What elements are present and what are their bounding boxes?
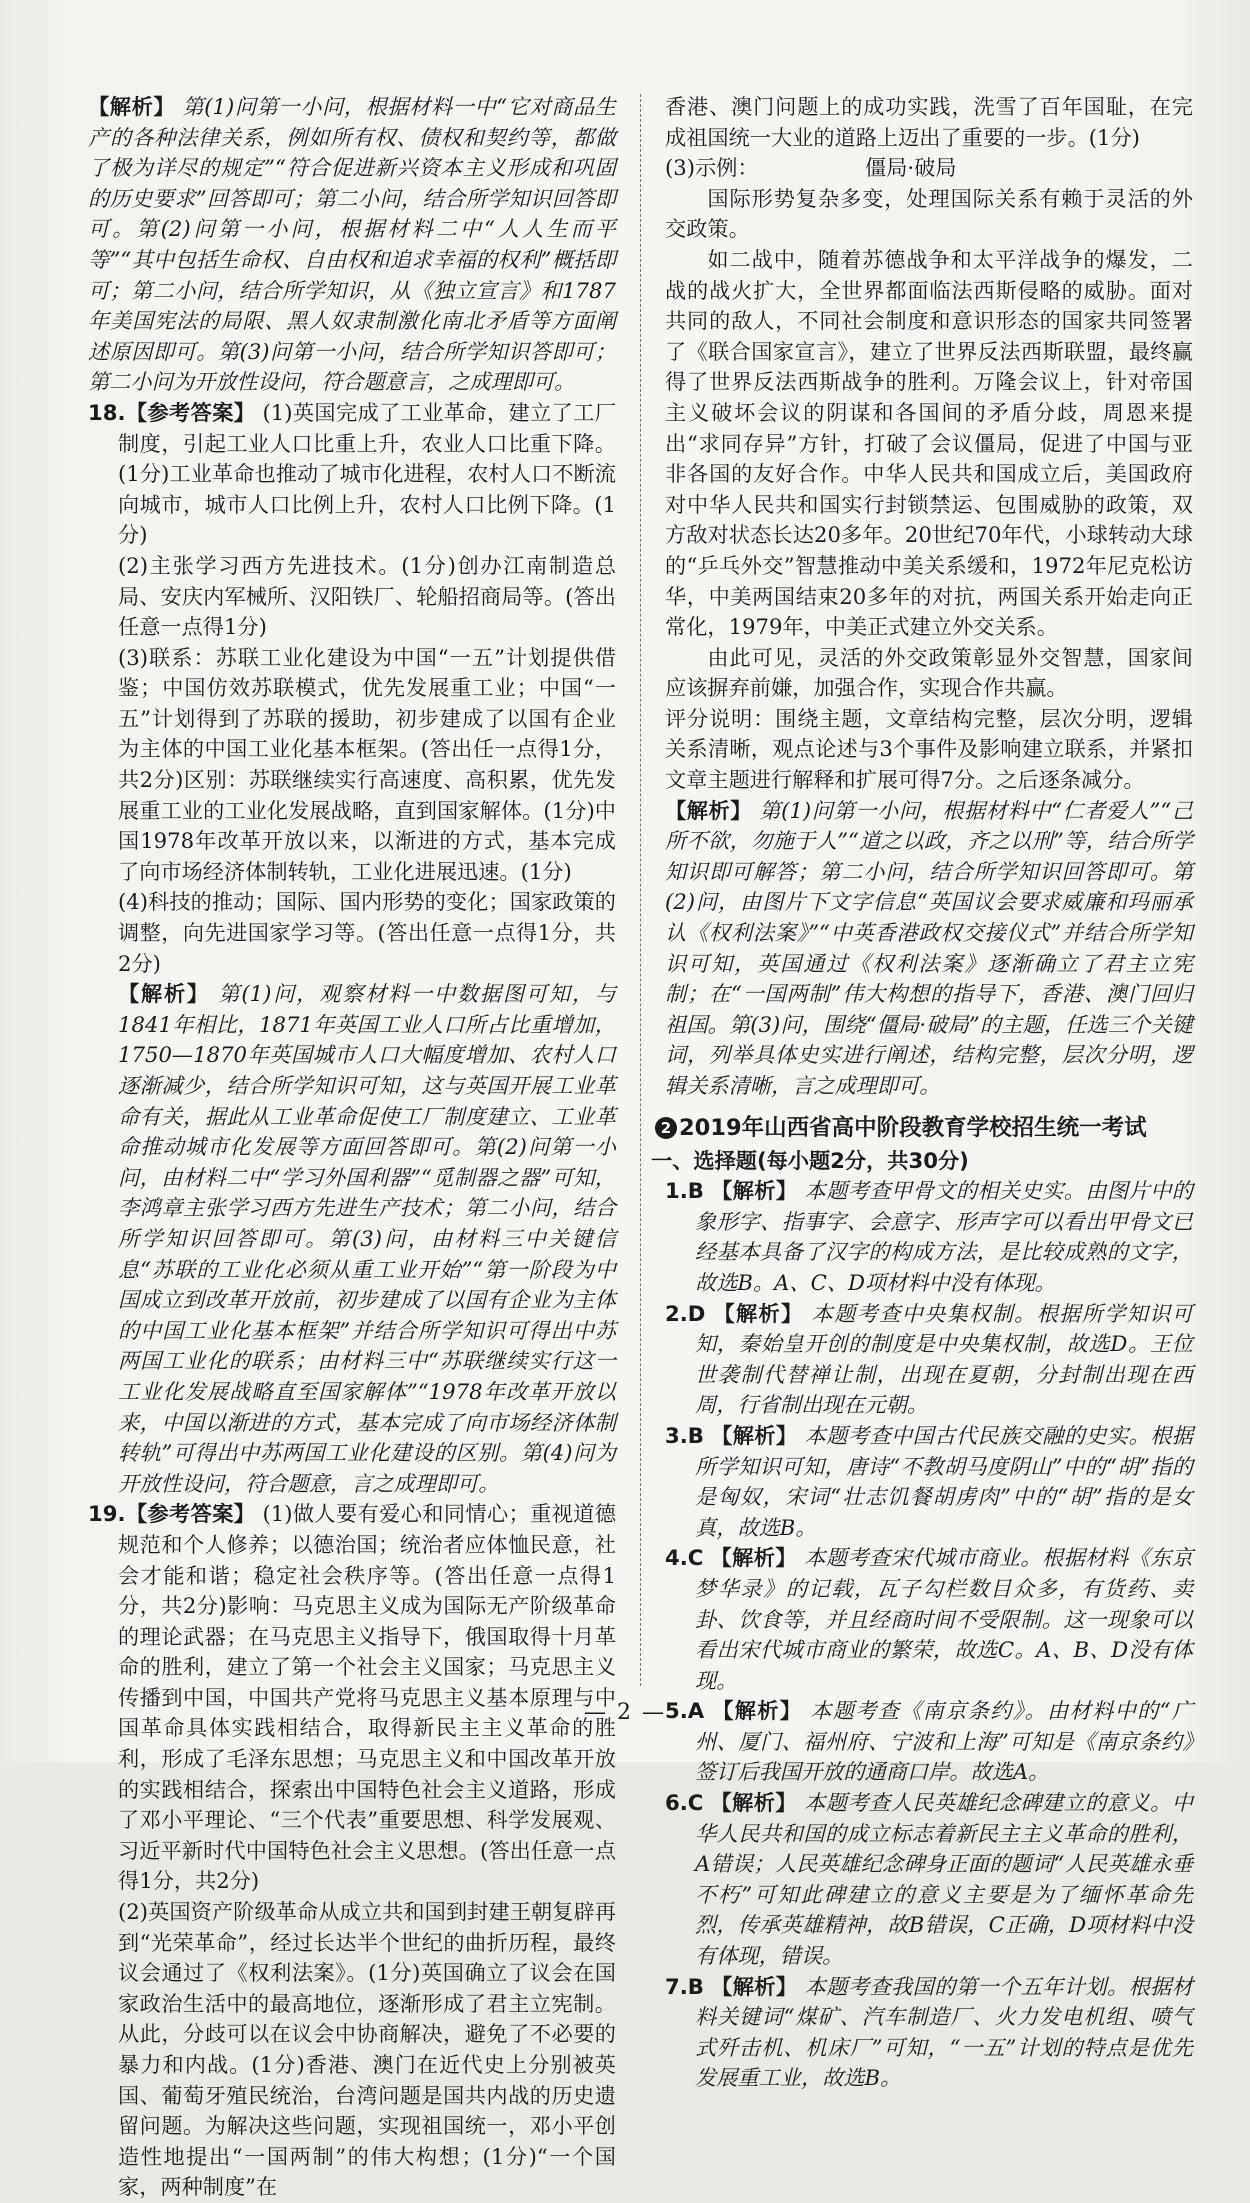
essay-paragraph: 国际形势复杂多变，处理国际关系有赖于灵活的外交政策。 xyxy=(665,185,1193,242)
choice-item xyxy=(665,1299,1193,1421)
section-number-badge: 2 xyxy=(655,1117,677,1139)
choice-item xyxy=(665,1972,1193,2094)
analysis-tag: 【解析】 xyxy=(711,1973,798,1999)
example-label: (3)示例： xyxy=(665,155,759,181)
scoring-note: 评分说明：围绕主题，文章结构完整，层次分明，逻辑关系清晰，观点论述与3个事件及影响建立联系，并紧扣文章主题进行解释和扩展可得7分。之后逐条减分。 xyxy=(665,705,1193,793)
left-column xyxy=(88,92,616,2203)
item-text: 本题考查《南京条约》。由材料中的“广州、厦门、福州府、宁波和上海”可知是《南京条约》签订后我国开放的通商口岸。故选A。 xyxy=(695,1698,1193,1785)
analysis-tag: 【解析】 xyxy=(713,1300,804,1326)
analysis-text: 第(1)问第一小问，根据材料一中“它对商品生产的各种法律关系，例如所有权、债权和契约等，都做了极为详尽的规定”“符合促进新兴资本主义形成和巩固的历史要求”回答即可；第二小问，结合所学知识回答即可。第(2)问第一小问，根据材料二中“人人生而平等”“其中包括生命权、自由权和追求幸福的权利”概括即可；第二小问，结合所学知识，从《独立宣言》和1787年美国宪法的局限、黑人奴隶制激化南北矛盾等方面阐述原因即可。第(3)问第一小问，结合所学知识答即可；第二小问为开放性设问，符合题意言，之成理即可。 xyxy=(88,94,616,395)
item-number: 7.B xyxy=(665,1973,704,1999)
question-18 xyxy=(88,398,616,551)
choice-section-header: 一、选择题(每小题2分，共30分) xyxy=(651,1147,969,1173)
item-number: 2.D xyxy=(665,1300,706,1326)
answer-tag: 【参考答案】 xyxy=(125,399,256,425)
item-text: 本题考查人民英雄纪念碑建立的意义。中华人民共和国的成立标志着新民主主义革命的胜利，A错误；人民英雄纪念碑身正面的题词“人民英雄永垂不朽”可知此碑建立的意义主要是为了缅怀革命先烈，传承英雄精神，故B错误，C正确，D项材料中没有体现，错误。 xyxy=(695,1790,1193,1969)
answer-text: (1)英国完成了工业革命，建立了工厂制度，引起工业人口比重上升，农业人口比重下降。(1分)工业革命也推动了城市化进程，农村人口不断流向城市，城市人口比例上升，农村人口比例下降。(1分) xyxy=(118,399,616,548)
analysis-tag: 【解析】 xyxy=(118,981,210,1007)
essay-title: 僵局·破局 xyxy=(865,155,957,181)
item-text: 本题考查宋代城市商业。根据材料《东京梦华录》的记载，瓦子勾栏数目众多，有货药、卖卦、饮食等，并且经商时间不受限制。这一现象可以看出宋代城市商业的繁荣，故选C。A、B、D没有体现。 xyxy=(695,1545,1193,1693)
analysis-17 xyxy=(88,92,616,398)
section-title-text: 2019年山西省高中阶段教育学校招生统一考试 xyxy=(679,1114,1147,1141)
section-title xyxy=(655,1110,1193,1146)
item-number: 5.A xyxy=(665,1698,705,1724)
essay-paragraph: 由此可见，灵活的外交政策彰显外交智慧，国家间应该摒弃前嫌，加强合作，实现合作共赢。 xyxy=(665,644,1193,701)
right-column xyxy=(651,92,1193,2094)
analysis-text: 第(1)问第一小问，根据材料中“仁者爱人”“己所不欲，勿施于人”“道之以政，齐之以刑”等，结合所学知识即可解答；第二小问，结合所学知识回答即可。第(2)问，由图片下文字信息“英国议会要求威廉和玛丽承认《权利法案》”“中英香港政权交接仪式”并结合所学知识可知，英国通过《权利法案》逐渐确立了君主立宪制；在“一国两制”伟大构想的指导下，香港、澳门回归祖国。第(3)问，围绕“僵局·破局”的主题，任选三个关键词，列举具体史实进行阐述，结构完整，层次分明，逻辑关系清晰，言之成理即可。 xyxy=(665,797,1193,1098)
page-number: — 2 — xyxy=(584,1700,666,1725)
answer-text: (4)科技的推动；国际、国内形势的变化；国家政策的调整，向先进国家学习等。(答出任意一点得1分，共2分) xyxy=(118,889,616,976)
answer-tag: 【参考答案】 xyxy=(125,1501,256,1527)
item-number: 6.C xyxy=(665,1790,704,1816)
item-number: 4.C xyxy=(665,1545,704,1571)
item-number: 3.B xyxy=(665,1422,704,1448)
item-text: 本题考查我国的第一个五年计划。根据材料关键词“煤矿、汽车制造厂、火力发电机组、喷气式歼击机、机床厂”可知，“一五”计划的特点是优先发展重工业，故选B。 xyxy=(695,1973,1193,2091)
choice-item xyxy=(665,1788,1193,1972)
analysis-tag: 【解析】 xyxy=(711,1178,798,1204)
analysis-tag: 【解析】 xyxy=(710,1545,798,1571)
answer-text: (2)主张学习西方先进技术。(1分)创办江南制造总局、安庆内军械所、汉阳铁厂、轮船招商局等。(答出任意一点得1分) xyxy=(118,552,616,640)
item-text: 本题考查甲骨文的相关史实。由图片中的象形字、指事字、会意字、形声字可以看出甲骨文已经基本具备了汉字的构成方法，是比较成熟的文字，故选B。A、C、D项材料中没有体现。 xyxy=(695,1178,1193,1295)
choice-item xyxy=(665,1176,1193,1298)
analysis-tag: 【解析】 xyxy=(665,797,753,823)
analysis-tag: 【解析】 xyxy=(712,1698,803,1724)
answer-text: (1)做人要有爱心和同情心；重视道德规范和个人修养；以德治国；统治者应体恤民意，社会才能和谐；稳定社会秩序等。(答出任意一点得1分，共2分)影响：马克思主义成为国际无产阶级革命的理论武器；在马克思主义指导下，俄国取得十月革命的胜利，建立了第一个社会主义国家；马克思主义传播到中国，中国共产党将马克思主义基本原理与中国革命具体实践相结合，取得新民主主义革命的胜利，形成了毛泽东思想；马克思主义和中国改革开放的实践相结合，探索出中国特色社会主义道路，形成了邓小平理论、“三个代表”重要思想、科学发展观、习近平新时代中国特色社会主义思想。(答出任意一点得1分，共2分) xyxy=(118,1501,616,1894)
choice-item xyxy=(665,1421,1193,1543)
question-number: 19. xyxy=(88,1501,126,1527)
question-number: 18. xyxy=(88,399,126,425)
answer-text: 香港、澳门问题上的成功实践，洗雪了百年国耻，在完成祖国统一大业的道路上迈出了重要的一步。(1分) xyxy=(665,94,1193,150)
essay-paragraph: 如二战中，随着苏德战争和太平洋战争的爆发，二战的战火扩大，全世界都面临法西斯侵略的威胁。面对共同的敌人，不同社会制度和意识形态的国家共同签署了《联合国家宣言》，建立了世界反法西斯联盟，最终赢得了世界反法西斯战争的胜利。万隆会议上，针对帝国主义破坏会议的阴谋和各国间的矛盾分歧，周恩来提出“求同存异”方针，打破了会议僵局，促进了中国与亚非各国的友好合作。中华人民共和国成立后，美国政府对中华人民共和国实行封锁禁运、包围威胁的政策，双方敌对状态长达20多年。20世纪70年代，小球转动大球的“乒乓外交”智慧推动中美关系缓和，1972年尼克松访华，中美两国结束20多年的对抗，两国关系开始走向正常化，1979年，中美正式建立外交关系。 xyxy=(665,246,1193,640)
item-text: 本题考查中国古代民族交融的史实。根据所学知识可知，唐诗“不教胡马度阴山”中的“胡”指的是匈奴，宋词“壮志饥餐胡虏肉”中的“胡”指的是女真，故选B。 xyxy=(695,1422,1193,1540)
analysis-tag: 【解析】 xyxy=(710,1790,798,1816)
column-divider xyxy=(640,94,641,1686)
analysis-tag: 【解析】 xyxy=(88,94,176,119)
choice-item xyxy=(665,1543,1193,1696)
item-text: 本题考查中央集权制。根据所学知识可知，秦始皇开创的制度是中央集权制，故选D。王位世袭制代替禅让制，出现在夏朝，分封制出现在西周，行省制出现在元朝。 xyxy=(695,1300,1193,1418)
analysis-tag: 【解析】 xyxy=(711,1422,798,1448)
answer-text: (2)英国资产阶级革命从成立共和国到封建王朝复辟再到“光荣革命”，经过长达半个世纪的曲折历程，最终议会通过了《权利法案》。(1分)英国确立了议会在国家政治生活中的最高地位，逐渐形成了君主立宪制。从此，分歧可以在议会中协商解决，避免了不必要的暴力和内战。(1分)香港、澳门在近代史上分别被英国、葡萄牙殖民统治，台湾问题是国共内战的历史遗留问题。为解决这些问题，实现祖国统一，邓小平创造性地提出“一国两制”的伟大构想；(1分)“一个国家，两种制度”在 xyxy=(118,1899,616,2200)
example-line xyxy=(665,153,1193,184)
analysis-text: 第(1)问，观察材料一中数据图可知，与1841年相比，1871年英国工业人口所占比重增加，1750—1870年英国城市人口大幅度增加、农村人口逐渐减少，结合所学知识可知，这与英国开展工业革命有关，据此从工业革命促使工厂制度建立、工业革命推动城市化发展等方面回答即可。第(2)问第一小问，由材料二中“学习外国利器”“觅制器之器”可知，李鸿章主张学习西方先进生产技术；第二小问，结合所学知识回答即可。第(3)问，由材料三中关键信息“苏联的工业化必须从重工业开始”“第一阶段为中国成立到改革开放前，初步建成了以国有企业为主体的中国工业化基本框架”并结合所学知识可得出中苏两国工业化的联系；由材料三中“苏联继续实行这一工业化发展战略直至国家解体”“1978年改革开放以来，中国以渐进的方式，基本完成了向市场经济体制转轨”可得出中苏两国工业化建设的区别。第(4)问为开放性设问，符合题意，言之成理即可。 xyxy=(118,981,616,1496)
item-number: 1.B xyxy=(665,1178,704,1204)
question-19 xyxy=(88,1499,616,1897)
answer-text: (3)联系：苏联工业化建设为中国“一五”计划提供借鉴；中国仿效苏联模式，优先发展重工业；中国“一五”计划得到了苏联的援助，初步建成了以国有企业为主体的中国工业化基本框架。(答出任一点得1分，共2分)区别：苏联继续实行高速度、高积累，优先发展重工业的工业化发展战略，直到国家解体。(1分)中国1978年改革开放以来，以渐进的方式，基本完成了向市场经济体制转轨，工业化进展迅速。(1分) xyxy=(118,644,616,884)
